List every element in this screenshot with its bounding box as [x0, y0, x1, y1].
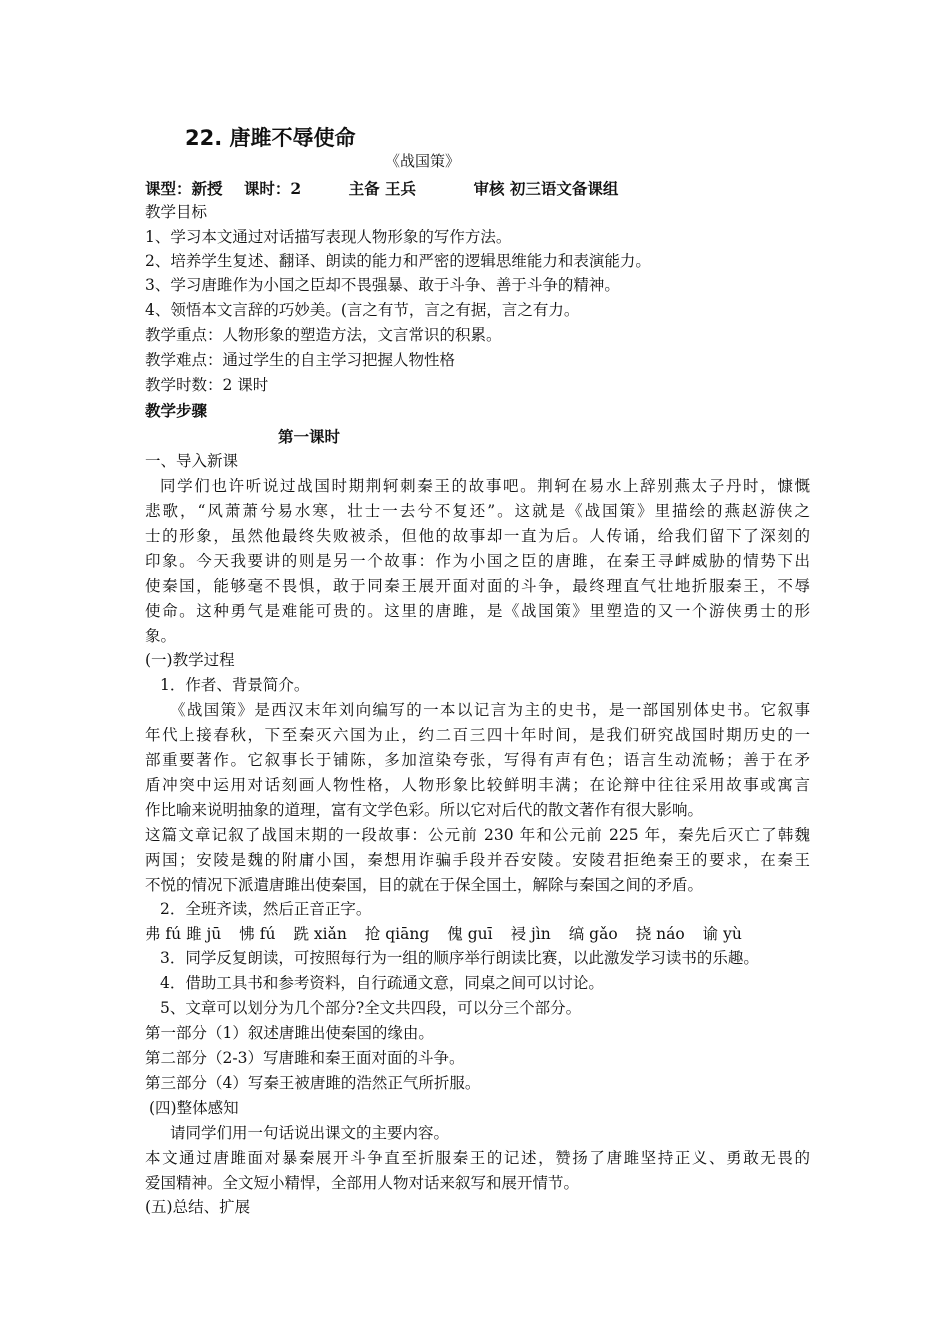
section-intro-heading: 一、导入新课: [145, 452, 239, 470]
first-lesson-heading: 第一课时: [278, 427, 341, 446]
pinyin-item: 缟 gǎo: [568, 925, 618, 943]
pinyin-item: 抢 qiāng: [364, 925, 430, 943]
background-paragraph-line: 作比喻来说明抽象的道理，富有文学色彩。所以它对后代的散文著作有很大影响。: [145, 801, 704, 819]
step-4: 4．借助工具书和参考资料，自行疏通文意，同桌之间可以讨论。: [160, 974, 604, 992]
part-3: 第三部分（4）写秦王被唐雎的浩然正气所折服。: [145, 1074, 481, 1092]
key-point: 教学重点：人物形象的塑造方法，文言常识的积累。: [145, 326, 502, 344]
pinyin-item: 弗 fú 雎 jū: [145, 925, 222, 943]
lesson-title: 22. 唐雎不辱使命: [185, 126, 356, 150]
conclusion-heading: (五)总结、扩展: [145, 1198, 251, 1216]
step-1: 1．作者、背景简介。: [160, 676, 310, 694]
story-paragraph-line: 两国；安陵是魏的附庸小国，秦想用诈骗手段并吞安陵。安陵君拒绝秦王的要求，在秦王: [145, 851, 810, 869]
pinyin-item: 傀 guī: [447, 925, 493, 943]
summary-line: 爱国精神。全文短小精悍，全部用人物对话来叙写和展开情节。: [145, 1174, 580, 1192]
story-paragraph-line: 不悦的情况下派遣唐雎出使秦国，目的就在于保全国土，解除与秦国之间的矛盾。: [145, 876, 704, 894]
pinyin-item: 挠 náo: [635, 925, 685, 943]
intro-paragraph-line: 士的形象，虽然他最终失败被杀，但他的故事却一直为后。人传诵，给我们留下了深刻的: [145, 527, 810, 545]
part-1: 第一部分（1）叙述唐雎出使秦国的缘由。: [145, 1024, 434, 1042]
process-heading: (一)教学过程: [145, 651, 235, 669]
background-paragraph-line: 《战国策》是西汉末年刘向编写的一本以记言为主的史书，是一部国别体史书。它叙事: [170, 701, 810, 719]
objective-4: 4、领悟本文言辞的巧妙美。(言之有节，言之有据，言之有力。: [145, 301, 580, 319]
story-paragraph-line: 这篇文章记叙了战国末期的一段故事：公元前 230 年和公元前 225 年，秦先后灭亡了韩魏: [145, 826, 810, 844]
part-2: 第二部分（2-3）写唐雎和秦王面对面的斗争。: [145, 1049, 465, 1067]
intro-paragraph-line: 同学们也许听说过战国时期荆轲刺秦王的故事吧。荆轲在易水上辞别燕太子丹时，慷慨: [160, 477, 810, 495]
intro-paragraph-line: 悲歌，“风萧萧兮易水寒，壮士一去兮不复还”。这就是《战国策》里描绘的燕赵游侠之: [145, 502, 810, 520]
background-paragraph-line: 盾冲突中运用对话刻画人物性格，人物形象比较鲜明丰满；在论辩中往往采用故事或寓言: [145, 776, 810, 794]
overall-prompt: 请同学们用一句话说出课文的主要内容。: [170, 1124, 450, 1142]
intro-paragraph-line: 印象。今天我要讲的则是另一个故事：作为小国之臣的唐雎，在秦王寻衅威胁的情势下出: [145, 552, 810, 570]
objective-1: 1、学习本文通过对话描写表现人物形象的写作方法。: [145, 228, 512, 246]
class-hours: 教学时数：2 课时: [145, 376, 269, 394]
meta-review: 审核 初三语文备课组: [473, 179, 619, 198]
pinyin-item: 祲 jìn: [510, 925, 551, 943]
meta-type: 课型：新授: [145, 179, 223, 198]
overall-heading: (四)整体感知: [149, 1099, 239, 1117]
background-paragraph-line: 年代上接春秋，下至秦灭六国为止，约二百三四十年时间，是我们研究战国时期历史的一: [145, 726, 810, 744]
step-2: 2．全班齐读，然后正音正字。: [160, 900, 372, 918]
steps-heading: 教学步骤: [145, 401, 208, 420]
objective-2: 2、培养学生复述、翻译、朗读的能力和严密的逻辑思维能力和表演能力。: [145, 252, 651, 270]
summary-line: 本文通过唐雎面对暴秦展开斗争直至折服秦王的记述，赞扬了唐雎坚持正义、勇敢无畏的: [145, 1149, 810, 1167]
difficulty: 教学难点：通过学生的自主学习把握人物性格: [145, 351, 456, 369]
pinyin-list: [145, 922, 810, 947]
objectives-heading: 教学目标: [145, 203, 208, 221]
pinyin-item: 怫 fú: [239, 925, 276, 943]
lesson-meta: [145, 176, 810, 201]
background-paragraph-line: 部重要著作。它叙事长于铺陈，多加渲染夸张，写得有声有色；语言生动流畅；善于在矛: [145, 751, 810, 769]
intro-paragraph-line: 使秦国，能够毫不畏惧，敢于同秦王展开面对面的斗争，最终理直气壮地折服秦王，不辱: [145, 577, 810, 595]
pinyin-item: 跣 xiǎn: [293, 925, 347, 943]
meta-hours: 课时：2: [243, 179, 302, 198]
objective-3: 3、学习唐雎作为小国之臣却不畏强暴、敢于斗争、善于斗争的精神。: [145, 276, 620, 294]
step-5: 5、文章可以划分为几个部分?全文共四段，可以分三个部分。: [160, 999, 582, 1017]
source-subtitle: 《战国策》: [385, 152, 461, 170]
meta-author: 主备 王兵: [348, 179, 417, 198]
pinyin-item: 谕 yù: [702, 925, 742, 943]
intro-paragraph-line: 使命。这种勇气是难能可贵的。这里的唐雎，是《战国策》里塑造的又一个游侠勇士的形: [145, 602, 810, 620]
intro-paragraph-line: 象。: [145, 627, 177, 645]
step-3: 3．同学反复朗读，可按照每行为一组的顺序举行朗读比赛，以此激发学习读书的乐趣。: [160, 949, 759, 967]
